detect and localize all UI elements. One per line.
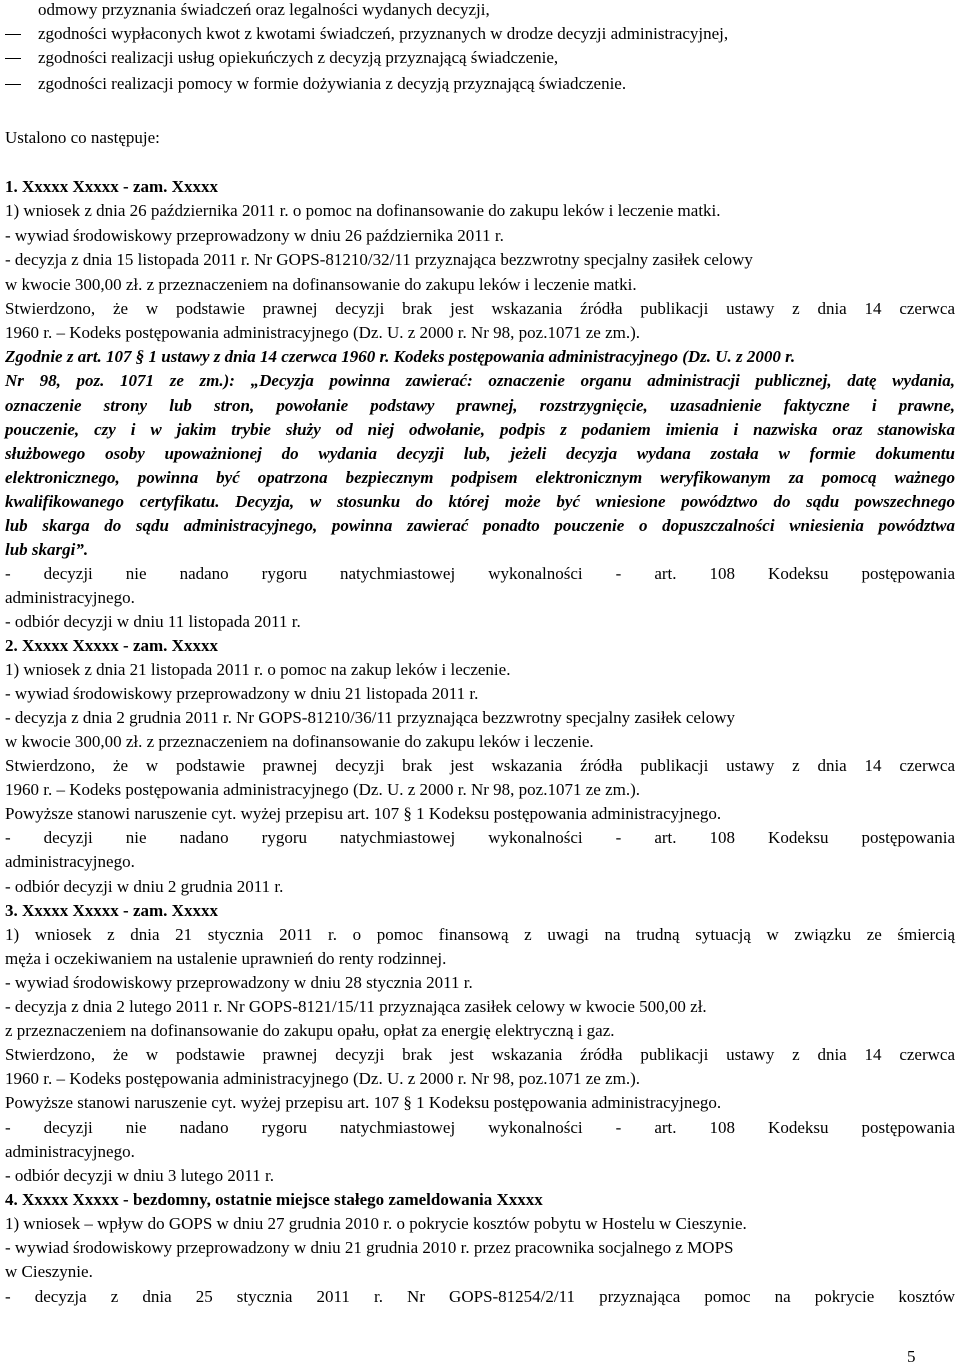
case-heading: 4. Xxxxx Xxxxx - bezdomny, ostatnie miejsce stałego zameldowania Xxxxx	[5, 1190, 543, 1209]
text-line: 1960 r. – Kodeks postępowania administracyjnego (Dz. U. z 2000 r. Nr 98, poz.1071 ze zm.).	[5, 323, 640, 342]
legal-quote-line: pouczenie, czy i w jakim trybie służy od niej odwołanie, podpis z podaniem imienia i nazwiska oraz stanowiska	[5, 420, 955, 439]
legal-quote-line: Zgodnie z art. 107 § 1 ustawy z dnia 14 czerwca 1960 r. Kodeks postępowania administracyjnego (Dz. U. z 2000 r.	[5, 347, 796, 366]
bullet-text: zgodności realizacji pomocy w formie dożywiania z decyzją przyznającą świadczenie.	[38, 74, 627, 93]
case-heading: 1. Xxxxx Xxxxx - zam. Xxxxx	[5, 177, 218, 196]
text-line: Powyższe stanowi naruszenie cyt. wyżej przepisu art. 107 § 1 Kodeksu postępowania administracyjnego.	[5, 804, 722, 823]
text-line: Stwierdzono, że w podstawie prawnej decyzji brak jest wskazania źródła publikacji ustawy z dnia 14 czerwca	[5, 756, 955, 775]
section-intro: Ustalono co następuje:	[5, 128, 160, 147]
text-line: - decyzja z dnia 15 listopada 2011 r. Nr GOPS-81210/32/11 przyznająca bezzwrotny specjalny zasiłek celowy	[5, 250, 753, 269]
text-line: w Cieszynie.	[5, 1262, 93, 1281]
text-line: - wywiad środowiskowy przeprowadzony w dniu 21 listopada 2011 r.	[5, 684, 479, 703]
text-line: 1) wniosek z dnia 21 listopada 2011 r. o pomoc na zakup leków i leczenie.	[5, 660, 511, 679]
text-line: - odbiór decyzji w dniu 11 listopada 2011 r.	[5, 612, 301, 631]
text-line: 1960 r. – Kodeks postępowania administracyjnego (Dz. U. z 2000 r. Nr 98, poz.1071 ze zm.).	[5, 780, 640, 799]
legal-quote-line: lub skarga do sądu administracyjnego, powinna zawierać ponadto pouczenie o dopuszczalności wniesienia powództwa	[5, 516, 955, 535]
legal-quote-line: oznaczenie strony lub stron, powołanie podstawy prawnej, rozstrzygnięcie, uzasadnienie faktyczne i prawne,	[5, 396, 955, 415]
text-line: w kwocie 300,00 zł. z przeznaczeniem na dofinansowanie do zakupu leków i leczenie.	[5, 732, 594, 751]
text-line: Stwierdzono, że w podstawie prawnej decyzji brak jest wskazania źródła publikacji ustawy z dnia 14 czerwca	[5, 1045, 955, 1064]
text-line: 1) wniosek z dnia 21 stycznia 2011 r. o pomoc finansową z uwagi na trudną sytuacją w związku ze śmiercią	[5, 925, 955, 944]
text-line: - decyzji nie nadano rygoru natychmiastowej wykonalności - art. 108 Kodeksu postępowania	[5, 828, 955, 847]
bullet-dash	[5, 34, 21, 35]
bullet-dash	[5, 58, 21, 59]
text-line: w kwocie 300,00 zł. z przeznaczeniem na dofinansowanie do zakupu leków i leczenie matki.	[5, 275, 637, 294]
text-line: - wywiad środowiskowy przeprowadzony w dniu 28 stycznia 2011 r.	[5, 973, 473, 992]
text-line: 1960 r. – Kodeks postępowania administracyjnego (Dz. U. z 2000 r. Nr 98, poz.1071 ze zm.).	[5, 1069, 640, 1088]
bullet-text: zgodności wypłaconych kwot z kwotami świadczeń, przyznanych w drodze decyzji administracyjnej,	[38, 24, 729, 43]
bullet-dash	[5, 84, 21, 85]
legal-quote-line: lub skargi”.	[5, 540, 89, 559]
text-line: - decyzja z dnia 2 grudnia 2011 r. Nr GOPS-81210/36/11 przyznająca bezzwrotny specjalny zasiłek celowy	[5, 708, 735, 727]
text-line: - decyzji nie nadano rygoru natychmiastowej wykonalności - art. 108 Kodeksu postępowania	[5, 564, 955, 583]
text-line: - decyzja z dnia 25 stycznia 2011 r. Nr GOPS-81254/2/11 przyznająca pomoc na pokrycie kosztów	[5, 1287, 955, 1306]
text-line: - wywiad środowiskowy przeprowadzony w dniu 26 października 2011 r.	[5, 226, 504, 245]
text-line: - decyzja z dnia 2 lutego 2011 r. Nr GOPS-8121/15/11 przyznająca zasiłek celowy w kwocie 500,00 zł.	[5, 997, 707, 1016]
text-line: z przeznaczeniem na dofinansowanie do zakupu opału, opłat za energię elektryczną i gaz.	[5, 1021, 615, 1040]
case-heading: 2. Xxxxx Xxxxx - zam. Xxxxx	[5, 636, 218, 655]
text-line: administracyjnego.	[5, 588, 135, 607]
text-line: 1) wniosek – wpływ do GOPS w dniu 27 grudnia 2010 r. o pokrycie kosztów pobytu w Hostelu w Cieszynie.	[5, 1214, 747, 1233]
text-line: - odbiór decyzji w dniu 3 lutego 2011 r.	[5, 1166, 274, 1185]
text-line: administracyjnego.	[5, 1142, 135, 1161]
text-line: administracyjnego.	[5, 852, 135, 871]
text-line: Stwierdzono, że w podstawie prawnej decyzji brak jest wskazania źródła publikacji ustawy z dnia 14 czerwca	[5, 299, 955, 318]
text-line: odmowy przyznania świadczeń oraz legalności wydanych decyzji,	[38, 0, 490, 19]
case-heading: 3. Xxxxx Xxxxx - zam. Xxxxx	[5, 901, 218, 920]
text-line: - decyzji nie nadano rygoru natychmiastowej wykonalności - art. 108 Kodeksu postępowania	[5, 1118, 955, 1137]
legal-quote-line: elektronicznego, powinna być opatrzona bezpiecznym podpisem elektronicznym weryfikowanym za pomocą ważnego	[5, 468, 955, 487]
page-number: 5	[907, 1347, 916, 1366]
text-line: Powyższe stanowi naruszenie cyt. wyżej przepisu art. 107 § 1 Kodeksu postępowania administracyjnego.	[5, 1093, 722, 1112]
text-line: męża i oczekiwaniem na ustalenie uprawnień do renty rodzinnej.	[5, 949, 447, 968]
legal-quote-line: Nr 98, poz. 1071 ze zm.): „Decyzja powinna zawierać: oznaczenie organu administracji publicznej, datę wydania,	[5, 371, 955, 390]
text-line: 1) wniosek z dnia 26 października 2011 r. o pomoc na dofinansowanie do zakupu leków i leczenie matki.	[5, 201, 721, 220]
legal-quote-line: służbowego osoby upoważnionej do wydania decyzji lub, jeżeli decyzja wydana została w formie dokumentu	[5, 444, 955, 463]
text-line: - wywiad środowiskowy przeprowadzony w dniu 21 grudnia 2010 r. przez pracownika socjalnego z MOPS	[5, 1238, 734, 1257]
text-line: - odbiór decyzji w dniu 2 grudnia 2011 r.	[5, 877, 284, 896]
bullet-text: zgodności realizacji usług opiekuńczych z decyzją przyznającą świadczenie,	[38, 48, 559, 67]
legal-quote-line: kwalifikowanego certyfikatu. Decyzja, w stosunku do której może być wniesione powództwo do sądu powszechnego	[5, 492, 955, 511]
